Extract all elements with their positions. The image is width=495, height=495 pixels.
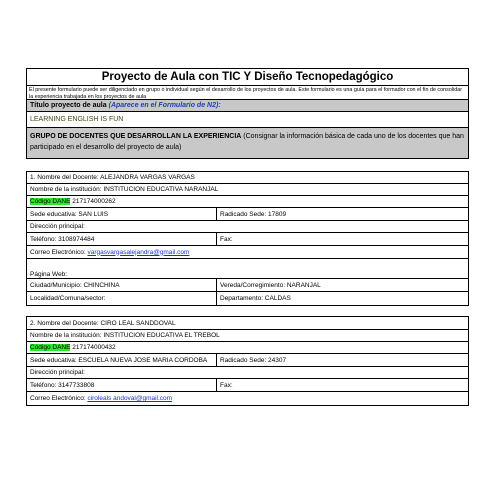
table-row xyxy=(27,259,468,279)
correo-cell xyxy=(27,246,468,258)
correo-label: Correo Electrónico: xyxy=(30,248,86,256)
project-title-value-row xyxy=(27,112,468,128)
form-header-box xyxy=(26,68,469,159)
table-row xyxy=(27,208,468,221)
table-row xyxy=(27,342,468,354)
sede-educativa: Sede educativa: SAN LUIS xyxy=(27,208,217,220)
teacher-card-1 xyxy=(26,171,469,306)
group-heading-row xyxy=(27,128,468,158)
fax: Fax: xyxy=(220,381,233,389)
dane-value: 217174000432 xyxy=(72,344,116,351)
table-row xyxy=(27,233,468,246)
pagina-web: Página Web: xyxy=(30,271,68,278)
institution-name: Nombre de la institución: INSTITUCION EDUCATIVA EL TREBOL xyxy=(30,332,220,339)
vereda-corregimiento: Vereda/Corregimiento: NARANJAL xyxy=(220,281,321,289)
table-row xyxy=(27,196,468,208)
dane-label: Código DANE xyxy=(30,344,71,351)
email-link[interactable]: ciroleals andoval@gmail.com xyxy=(87,395,173,402)
table-row xyxy=(27,292,468,305)
radicado-sede: Radicado Sede: 17809 xyxy=(220,210,287,218)
table-row xyxy=(27,330,468,342)
direccion-principal: Dirección principal: xyxy=(30,223,85,230)
group-heading-text xyxy=(30,131,465,153)
project-title-note: (Aparece en el Formulario de N2): xyxy=(108,102,221,109)
group-heading: GRUPO DE DOCENTES QUE DESARROLLAN LA EXPERIENCIA xyxy=(30,133,242,140)
group-description: (Consignar la información básica de cada uno de los docentes que han participado en el desarrollo del proyecto de aula) xyxy=(30,133,464,151)
dane-code-cell xyxy=(27,342,468,353)
table-row xyxy=(27,367,468,379)
form-document xyxy=(26,68,469,406)
project-title-value: LEARNING ENGLISH IS FUN xyxy=(30,116,124,123)
table-row xyxy=(27,379,468,392)
ciudad-municipio: Ciudad/Municipio: CHINCHINA xyxy=(27,279,217,291)
correo-cell xyxy=(27,392,468,405)
table-row xyxy=(27,279,468,292)
table-row xyxy=(27,184,468,196)
dane-value: 217174000262 xyxy=(72,198,116,205)
teacher-name: 1. Nombre del Docente: ALEJANDRA VARGAS VARGAS xyxy=(30,174,195,181)
table-row xyxy=(27,172,468,184)
telefono: Teléfono: 3108974484 xyxy=(27,233,217,245)
radicado-sede: Radicado Sede: 24307 xyxy=(220,356,287,364)
table-row xyxy=(27,392,468,405)
departamento: Departamento: CALDAS xyxy=(220,295,291,302)
institution-name: Nombre de la institución: INSTITUCION EDUCATIVA NARANJAL xyxy=(30,186,219,193)
intro-text: El presente formulario puede ser diligenciado en grupo o individual según el desarrollo de los proyectos de aula. Este formulario es una guía para el formador con el fin de consolidar la experiencia trabajada en los proyectos de aula xyxy=(27,86,468,100)
table-row xyxy=(27,354,468,367)
direccion-principal: Dirección principal: xyxy=(30,369,85,376)
dane-code-cell xyxy=(27,196,468,207)
teacher-name: 2. Nombre del Docente: CIRO LEAL SANDDOVAL xyxy=(30,319,176,327)
table-row xyxy=(27,317,468,330)
email-link[interactable]: vargasvargasalejandra@gmail.com xyxy=(87,248,190,256)
project-title-label: Título proyecto de aula xyxy=(30,102,107,109)
telefono: Teléfono: 3147733808 xyxy=(27,379,217,391)
dane-label: Código DANE xyxy=(30,198,71,205)
table-row xyxy=(27,221,468,233)
table-row xyxy=(27,246,468,259)
fax: Fax: xyxy=(220,235,233,243)
project-title-row xyxy=(27,100,468,112)
localidad-comuna: Localidad/Comuna/sector: xyxy=(27,292,217,305)
correo-label: Correo Electrónico: xyxy=(30,395,86,402)
page-title: Proyecto de Aula con TIC Y Diseño Tecnopedagógico xyxy=(27,69,468,86)
teacher-card-2 xyxy=(26,316,469,406)
sede-educativa: Sede educativa: ESCUELA NUEVA JOSE MARIA CORDOBA xyxy=(27,354,217,366)
